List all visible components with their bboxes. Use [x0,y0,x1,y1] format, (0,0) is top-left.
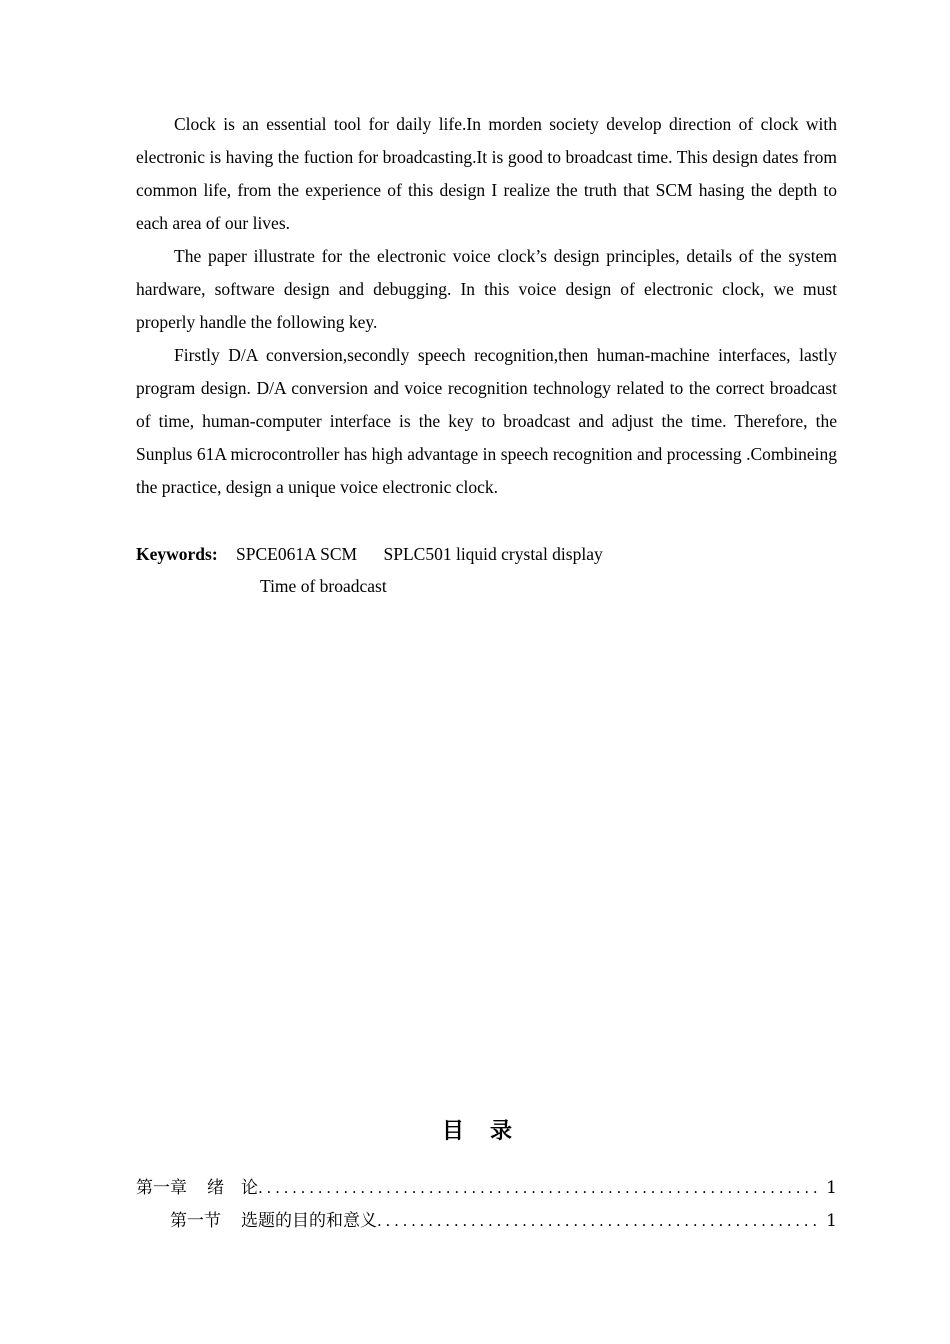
toc-entry-label [170,1205,377,1238]
keywords-line-1 [136,538,837,570]
toc-entry-prefix: 第一章 [136,1178,187,1198]
toc-entry-title: 绪 论 [207,1178,258,1198]
toc-entry-prefix: 第一节 [170,1211,221,1231]
keywords-line-2 [136,570,837,602]
keyword-item: SPLC501 liquid crystal display [383,544,603,564]
toc-entry-section-1[interactable] [136,1205,837,1238]
table-of-contents [136,1172,837,1238]
abstract-paragraph-1: Clock is an essential tool for daily life.In morden society develop direction of clock with electronic is having the fuction for broadcasting.It is good to broadcast time. This design dates from common life, from the experience of this design I realize the truth that SCM hasing the depth to each area of our lives. [136,114,837,233]
abstract-paragraph-3: Firstly D/A conversion,secondly speech recognition,then human-machine interfaces, lastly program design. D/A conversion and voice recognition technology related to the correct broadcast of time, human-computer interface is the key to broadcast and adjust the time. Therefore, the Sunplus 61A microcontroller has high advantage in speech recognition and processing .Combineing the practice, design a unique voice electronic clock. [136,345,837,497]
abstract-paragraph-2: The paper illustrate for the electronic voice clock’s design principles, details of the system hardware, software design and debugging. In this voice design of electronic clock, we must properly handle the following key. [136,246,837,332]
keyword-item: Time of broadcast [260,576,387,596]
toc-entry-page: 1 [826,1211,837,1231]
toc-leader-dots [258,1172,822,1205]
toc-entry-page: 1 [826,1178,837,1198]
toc-leader-dots [377,1205,822,1238]
abstract-section [136,108,837,504]
toc-title: 目录 [441,1119,538,1144]
keywords-section [136,538,837,602]
toc-entry-title: 选题的目的和意义 [241,1211,377,1231]
toc-entry-chapter-1[interactable] [136,1172,837,1205]
keyword-item: SPCE061A SCM [236,544,358,564]
keywords-label: Keywords: [136,544,218,564]
toc-entry-label [136,1172,258,1205]
